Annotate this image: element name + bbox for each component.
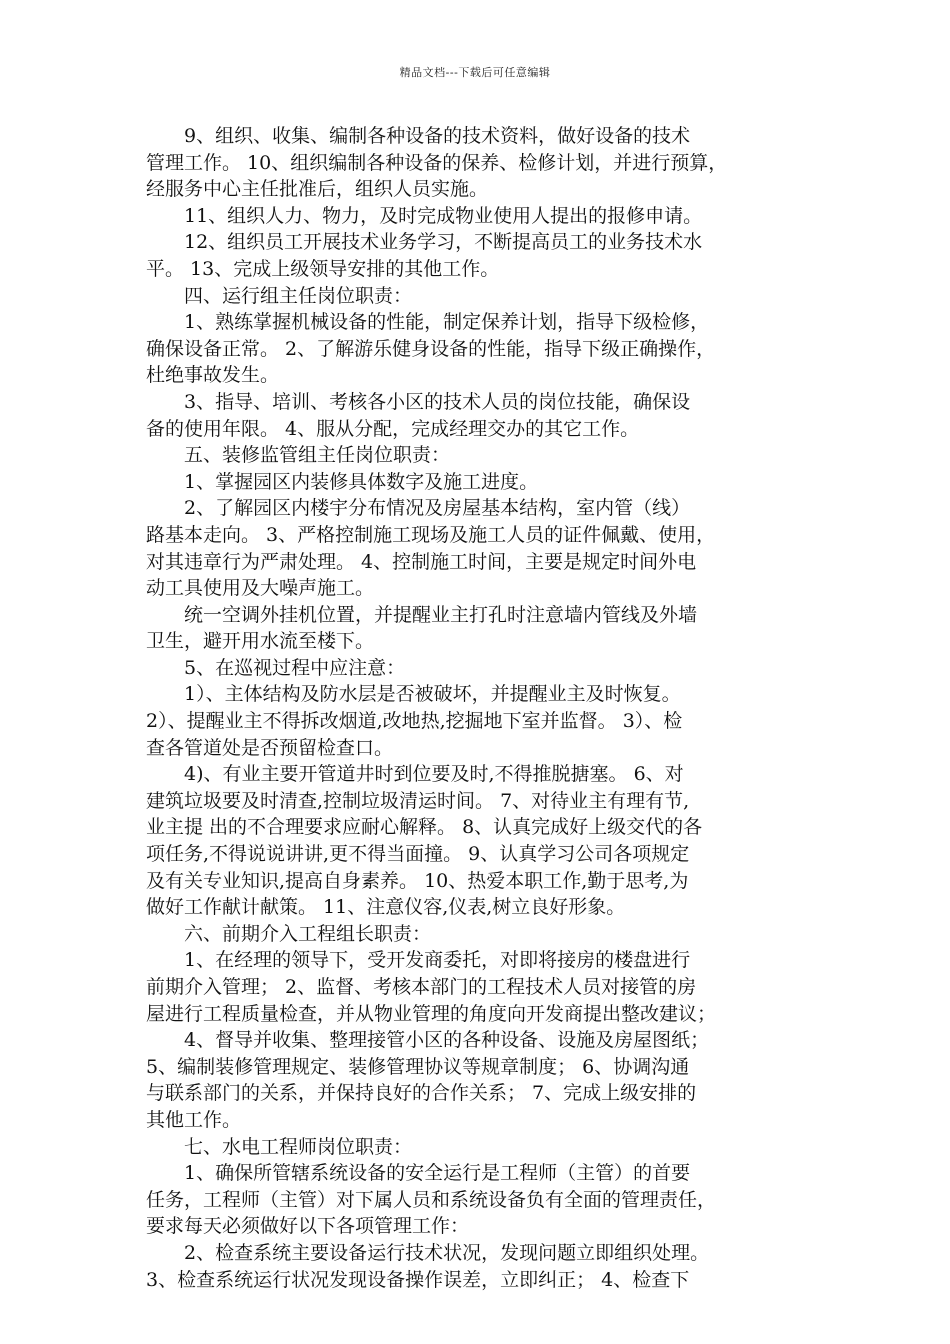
text-line: 平。 13、完成上级领导安排的其他工作。 (146, 257, 500, 280)
text-line: 4、督导并收集、整理接管小区的各种设备、设施及房屋图纸； (146, 1029, 710, 1052)
text-line: 1）、主体结构及防水层是否被破坏，并提醒业主及时恢复。 (146, 683, 681, 706)
text-line: 业主提 出的不合理要求应耐心解释。 8、认真完成好上级交代的各 (146, 816, 703, 839)
text-line: 1、在经理的领导下，受开发商委托，对即将接房的楼盘进行 (146, 949, 691, 972)
text-line: 其他工作。 (146, 1108, 242, 1131)
text-line: 路基本走向。 3、严格控制施工现场及施工人员的证件佩戴、使用， (146, 523, 716, 546)
text-line: 对其违章行为严肃处理。 4、控制施工时间，主要是规定时间外电 (146, 550, 697, 573)
text-line: 屋进行工程质量检查，并从物业管理的角度向开发商提出整改建议； (146, 1002, 717, 1025)
document-body (146, 123, 822, 1293)
text-line: 5、在巡视过程中应注意： (146, 656, 406, 679)
text-line: 与联系部门的关系，并保持良好的合作关系； 7、完成上级安排的 (146, 1082, 697, 1105)
text-line: 五、装修监管组主任岗位职责： (146, 444, 451, 467)
text-line: 做好工作献计献策。 11、注意仪容,仪表,树立良好形象。 (146, 896, 626, 919)
text-line: 确保设备正常。 2、了解游乐健身设备的性能，指导下级正确操作， (146, 337, 716, 360)
text-line: 11、组织人力、物力，及时完成物业使用人提出的报修申请。 (146, 204, 703, 227)
text-line: 任务，工程师（主管）对下属人员和系统设备负有全面的管理责任， (146, 1188, 717, 1211)
text-line: 2、检查系统主要设备运行技术状况，发现问题立即组织处理。 (146, 1241, 710, 1264)
text-line: 管理工作。 10、组织编制各种设备的保养、检修计划，并进行预算， (146, 151, 728, 174)
text-line: 杜绝事故发生。 (146, 364, 280, 387)
text-line: 前期介入管理； 2、监督、考核本部门的工程技术人员对接管的房 (146, 976, 697, 998)
text-line: 统一空调外挂机位置，并提醒业主打孔时注意墙内管线及外墙 (146, 603, 698, 626)
text-line: 3、指导、培训、考核各小区的技术人员的岗位技能，确保设 (146, 390, 691, 413)
text-line: 建筑垃圾要及时清查,控制垃圾清运时间。 7、对待业主有理有节, (146, 789, 690, 812)
text-line: 备的使用年限。 4、服从分配，完成经理交办的其它工作。 (146, 417, 640, 440)
text-line: 四、运行组主任岗位职责： (146, 284, 413, 307)
text-line: 项任务,不得说说讲讲,更不得当面撞。 9、认真学习公司各项规定 (146, 843, 690, 866)
page-header: 精品文档---下载后可任意编辑 (399, 66, 551, 79)
text-line: 1、掌握园区内装修具体数字及施工进度。 (146, 470, 539, 493)
text-line: 2、了解园区内楼宇分布情况及房屋基本结构，室内管（线） (146, 497, 691, 520)
text-line: 及有关专业知识,提高自身素养。 10、热爱本职工作,勤于思考,为 (146, 869, 689, 892)
text-line: 要求每天必须做好以下各项管理工作： (146, 1215, 470, 1238)
text-line: 3、检查系统运行状况发现设备操作误差，立即纠正； 4、检查下 (146, 1268, 690, 1291)
text-line: 5、编制装修管理规定、装修管理协议等规章制度； 6、协调沟通 (146, 1055, 690, 1078)
text-line: 1、确保所管辖系统设备的安全运行是工程师（主管）的首要 (146, 1162, 691, 1185)
text-line: 查各管道处是否预留检查口。 (146, 736, 394, 759)
text-line: 4)、有业主要开管道井时到位要及时,不得推脱搪塞。 6、对 (146, 763, 684, 786)
text-line: 12、组织员工开展技术业务学习，不断提高员工的业务技术水 (146, 231, 703, 254)
text-line: 2）、提醒业主不得拆改烟道,改地热,挖掘地下室并监督。 3）、检 (146, 710, 683, 733)
text-line: 六、前期介入工程组长职责： (146, 922, 432, 945)
text-line: 经服务中心主任批准后，组织人员实施。 (146, 178, 489, 201)
text-line: 七、水电工程师岗位职责： (146, 1135, 413, 1158)
text-line: 卫生，避开用水流至楼下。 (146, 630, 375, 653)
text-line: 9、组织、收集、编制各种设备的技术资料，做好设备的技术 (146, 125, 691, 147)
text-line: 动工具使用及大噪声施工。 (146, 577, 375, 600)
text-line: 1、熟练掌握机械设备的性能，制定保养计划，指导下级检修， (146, 311, 710, 334)
